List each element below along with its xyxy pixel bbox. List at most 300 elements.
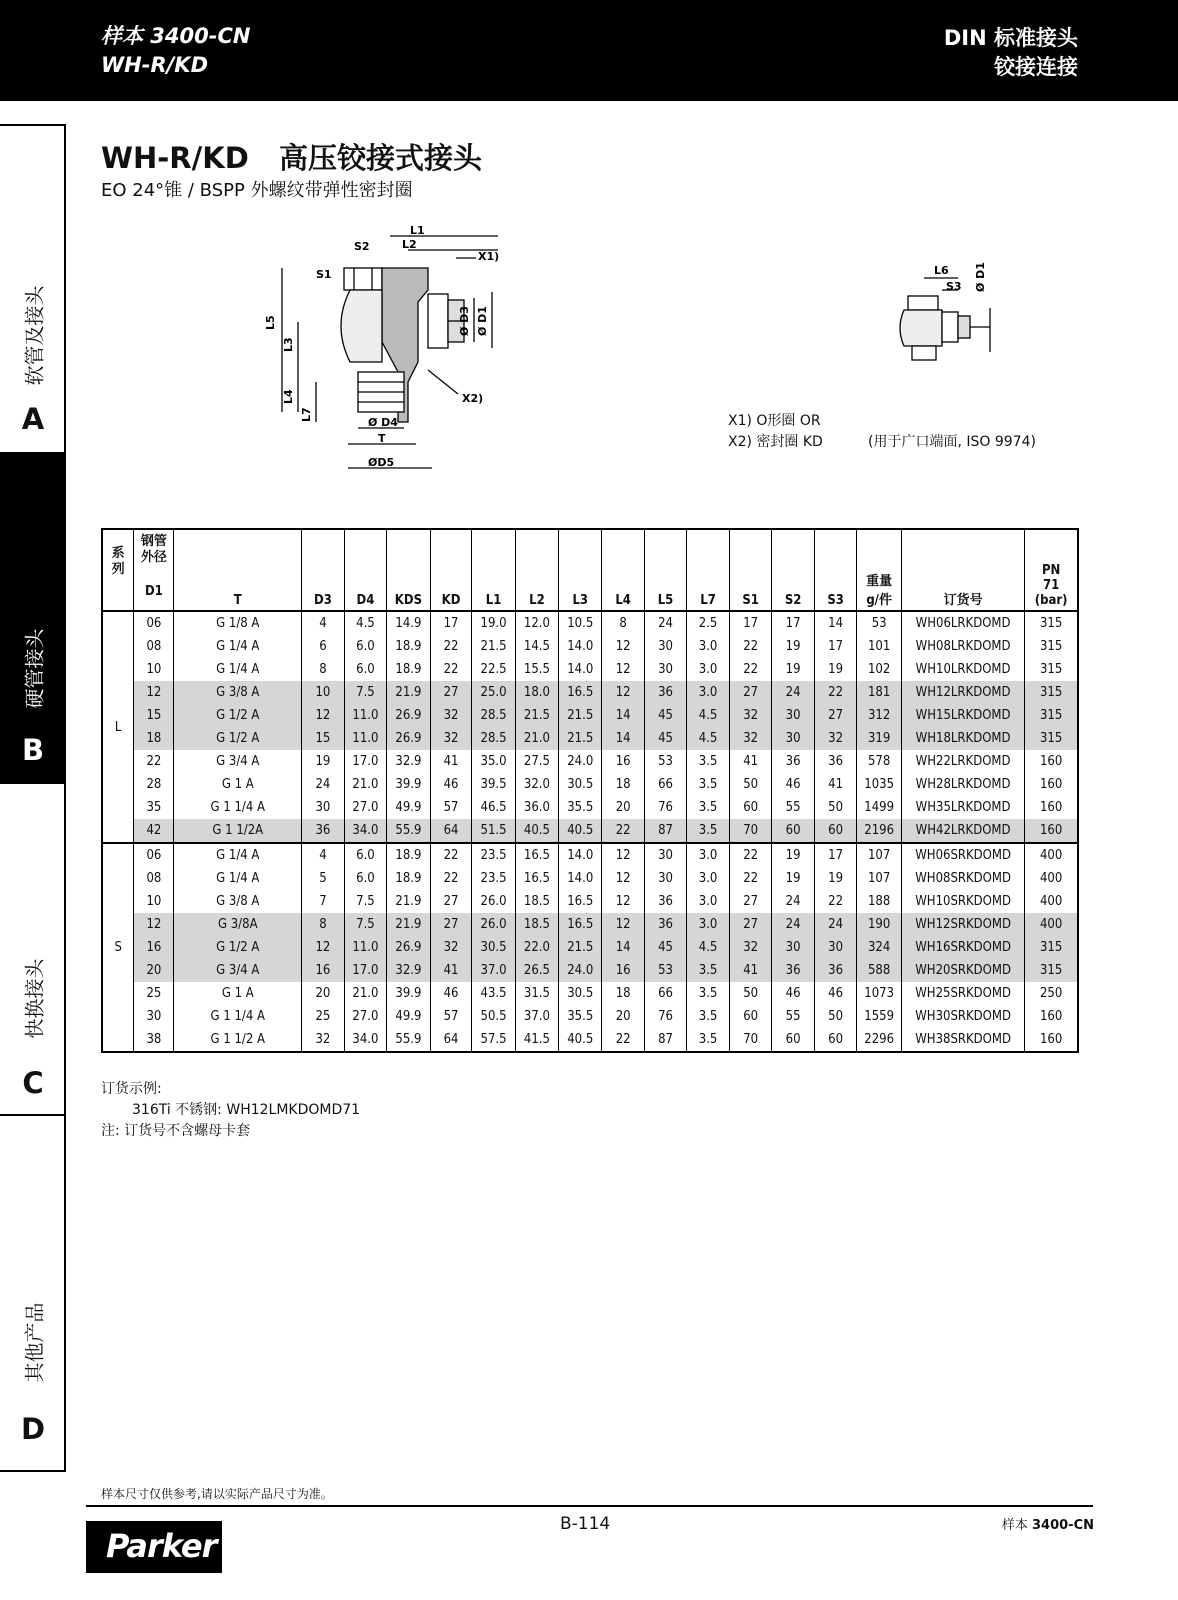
table-cell: 3.5 — [687, 773, 730, 796]
header-right — [944, 24, 1078, 82]
table-cell: 190 — [857, 913, 902, 936]
table-cell: 1035 — [857, 773, 902, 796]
table-cell: 35.5 — [559, 1005, 602, 1028]
table-cell: 36 — [772, 959, 814, 982]
table-cell: G 1/4 A — [174, 843, 302, 867]
footer-catalog — [1002, 1514, 1094, 1533]
table-cell: 57 — [430, 796, 472, 819]
col-S1: S1 — [729, 529, 771, 611]
note-x1: X1) O形圈 OR — [728, 413, 821, 429]
table-cell: 30 — [644, 658, 686, 681]
table-cell: 1559 — [857, 1005, 902, 1028]
table-cell: 2196 — [857, 819, 902, 843]
col-weight: 重量 g/件 — [857, 529, 902, 611]
table-cell: 12 — [302, 704, 345, 727]
table-cell: 46 — [430, 773, 472, 796]
table-cell: 41.5 — [515, 1028, 558, 1052]
table-cell: 64 — [430, 819, 472, 843]
table-cell: WH12SRKDOMD — [901, 913, 1024, 936]
table-cell: 39.9 — [387, 982, 430, 1005]
table-cell: 3.5 — [687, 1028, 730, 1052]
table-cell: 32 — [729, 704, 771, 727]
table-row — [102, 936, 1078, 959]
table-cell: 4.5 — [687, 936, 730, 959]
table-cell: 32 — [430, 704, 472, 727]
table-cell: G 1 A — [174, 773, 302, 796]
table-cell: 30 — [772, 936, 814, 959]
table-cell: 3.5 — [687, 819, 730, 843]
table-cell: 49.9 — [387, 796, 430, 819]
table-row — [102, 867, 1078, 890]
table-row — [102, 819, 1078, 843]
table-cell: WH06SRKDOMD — [901, 843, 1024, 867]
order-note: 注: 订货号不含螺母卡套 — [101, 1123, 251, 1139]
col-L7: L7 — [687, 529, 730, 611]
table-cell: WH42LRKDOMD — [901, 819, 1024, 843]
table-cell: WH12LRKDOMD — [901, 681, 1024, 704]
dim-D5: ØD5 — [368, 456, 395, 469]
col-L1: L1 — [472, 529, 515, 611]
table-cell: 27 — [430, 890, 472, 913]
table-row — [102, 611, 1078, 635]
table-cell: 36.0 — [515, 796, 558, 819]
table-cell: 32 — [430, 727, 472, 750]
table-cell: 26.9 — [387, 704, 430, 727]
table-cell: 53 — [644, 959, 686, 982]
seal-notes — [728, 411, 1036, 453]
table-cell: G 1/8 A — [174, 611, 302, 635]
sidebar-section-b[interactable] — [0, 452, 66, 784]
table-cell: 25 — [134, 982, 174, 1005]
table-cell: 10 — [302, 681, 345, 704]
table-cell: 400 — [1025, 843, 1078, 867]
table-cell: 4 — [302, 611, 345, 635]
col-order-code: 订货号 — [901, 529, 1024, 611]
table-cell: 250 — [1025, 982, 1078, 1005]
table-cell: 76 — [644, 796, 686, 819]
table-cell: 41 — [814, 773, 856, 796]
page-number: B-114 — [560, 1514, 611, 1534]
table-cell: 30.5 — [472, 936, 515, 959]
table-cell: 60 — [729, 1005, 771, 1028]
table-cell: G 3/8 A — [174, 890, 302, 913]
table-cell: 32.0 — [515, 773, 558, 796]
table-cell: 3.0 — [687, 635, 730, 658]
col-S2: S2 — [772, 529, 814, 611]
table-row — [102, 959, 1078, 982]
table-cell: 30 — [644, 635, 686, 658]
table-cell: 45 — [644, 936, 686, 959]
table-cell: 27 — [814, 704, 856, 727]
dim-L2: L2 — [402, 238, 417, 251]
table-cell: 10 — [134, 658, 174, 681]
table-cell: G 3/4 A — [174, 750, 302, 773]
table-cell: 6.0 — [344, 867, 386, 890]
sidebar-section-c[interactable] — [0, 782, 66, 1116]
table-cell: 55.9 — [387, 1028, 430, 1052]
sidebar-section-c-label: 快换接头 — [22, 958, 47, 1039]
table-cell: 45 — [644, 727, 686, 750]
table-cell: 16.5 — [515, 843, 558, 867]
table-cell: 21.0 — [344, 773, 386, 796]
table-cell: 27 — [430, 913, 472, 936]
series-l-group — [102, 611, 1078, 843]
table-cell: 22 — [814, 681, 856, 704]
note-iso: (用于广口端面, ISO 9974) — [868, 434, 1036, 450]
page-title: WH-R/KD 高压铰接式接头 — [101, 141, 483, 175]
table-cell: 87 — [644, 819, 686, 843]
col-T: T — [174, 529, 302, 611]
table-cell: 14 — [602, 727, 644, 750]
table-row — [102, 750, 1078, 773]
table-cell: 12 — [602, 635, 644, 658]
header-left — [101, 22, 250, 80]
table-cell: 55 — [772, 796, 814, 819]
table-cell: 46 — [814, 982, 856, 1005]
table-cell: 3.5 — [687, 750, 730, 773]
table-cell: G 3/8A — [174, 913, 302, 936]
table-cell: G 1/2 A — [174, 936, 302, 959]
callout-X2: X2) — [462, 392, 484, 405]
table-cell: 21.5 — [559, 727, 602, 750]
table-cell: 12 — [602, 890, 644, 913]
table-row — [102, 773, 1078, 796]
table-cell: 27.0 — [344, 796, 386, 819]
table-cell: 160 — [1025, 796, 1078, 819]
table-cell: 42 — [134, 819, 174, 843]
table-cell: 15.5 — [515, 658, 558, 681]
table-cell: 06 — [134, 611, 174, 635]
table-cell: 14 — [814, 611, 856, 635]
table-cell: 27.0 — [344, 1005, 386, 1028]
dim-L3: L3 — [282, 337, 295, 352]
table-cell: 2.5 — [687, 611, 730, 635]
table-cell: 107 — [857, 843, 902, 867]
table-cell: 35 — [134, 796, 174, 819]
table-cell: 22 — [729, 867, 771, 890]
table-cell: 40.5 — [559, 1028, 602, 1052]
table-cell: 11.0 — [344, 704, 386, 727]
table-cell: 46 — [430, 982, 472, 1005]
table-cell: 08 — [134, 867, 174, 890]
table-cell: 27 — [729, 913, 771, 936]
table-cell: WH08LRKDOMD — [901, 635, 1024, 658]
table-cell: 14.9 — [387, 611, 430, 635]
table-cell: 21.9 — [387, 890, 430, 913]
table-cell: 324 — [857, 936, 902, 959]
sidebar-section-a[interactable] — [0, 124, 66, 454]
table-cell: G 1/4 A — [174, 635, 302, 658]
table-cell: 30 — [772, 704, 814, 727]
table-cell: WH22LRKDOMD — [901, 750, 1024, 773]
table-cell: 53 — [857, 611, 902, 635]
table-cell: 18.0 — [515, 681, 558, 704]
table-cell: 4.5 — [687, 727, 730, 750]
table-cell: 60 — [772, 1028, 814, 1052]
table-cell: 11.0 — [344, 936, 386, 959]
table-cell: 12 — [134, 913, 174, 936]
dim-T: T — [378, 432, 386, 445]
table-row — [102, 796, 1078, 819]
table-row — [102, 1005, 1078, 1028]
table-cell: 41 — [430, 750, 472, 773]
table-cell: 19 — [814, 658, 856, 681]
table-cell: 30.5 — [559, 982, 602, 1005]
table-cell: 20 — [602, 796, 644, 819]
table-cell: 17 — [729, 611, 771, 635]
table-cell: 32 — [302, 1028, 345, 1052]
table-cell: 35.0 — [472, 750, 515, 773]
table-cell: 1499 — [857, 796, 902, 819]
table-cell: 87 — [644, 1028, 686, 1052]
table-cell: 76 — [644, 1005, 686, 1028]
table-cell: 22 — [430, 635, 472, 658]
table-cell: 21.5 — [515, 704, 558, 727]
sidebar-section-a-letter: A — [21, 402, 45, 436]
table-cell: WH06LRKDOMD — [901, 611, 1024, 635]
table-cell: 27 — [729, 681, 771, 704]
table-cell: 160 — [1025, 819, 1078, 843]
table-cell: 64 — [430, 1028, 472, 1052]
table-cell: 30.5 — [559, 773, 602, 796]
table-cell: 14.5 — [515, 635, 558, 658]
table-cell: 30 — [134, 1005, 174, 1028]
table-cell: 24 — [814, 913, 856, 936]
table-cell: 14.0 — [559, 867, 602, 890]
table-cell: 28.5 — [472, 727, 515, 750]
dim-D4: Ø D4 — [368, 416, 398, 429]
table-cell: 21.5 — [472, 635, 515, 658]
table-cell: WH08SRKDOMD — [901, 867, 1024, 890]
table-cell: 102 — [857, 658, 902, 681]
footer-rule — [86, 1505, 1093, 1507]
table-cell: 7.5 — [344, 890, 386, 913]
table-cell: 27.5 — [515, 750, 558, 773]
table-cell: 49.9 — [387, 1005, 430, 1028]
table-cell: 1073 — [857, 982, 902, 1005]
table-cell: 16.5 — [559, 890, 602, 913]
table-cell: 12 — [602, 867, 644, 890]
table-cell: 37.0 — [472, 959, 515, 982]
table-row — [102, 635, 1078, 658]
table-cell: 10.5 — [559, 611, 602, 635]
page-subtitle: EO 24°锥 / BSPP 外螺纹带弹性密封圈 — [101, 180, 413, 201]
table-cell: 30 — [302, 796, 345, 819]
category-title: DIN 标准接头 — [943, 26, 1078, 50]
table-cell: 400 — [1025, 890, 1078, 913]
table-cell: 160 — [1025, 1028, 1078, 1052]
table-cell: WH35LRKDOMD — [901, 796, 1024, 819]
table-cell: 5 — [302, 867, 345, 890]
parker-logo — [86, 1521, 222, 1573]
col-L5: L5 — [644, 529, 686, 611]
table-cell: 315 — [1025, 727, 1078, 750]
table-cell: 19 — [772, 867, 814, 890]
table-cell: 18 — [602, 773, 644, 796]
table-cell: 57 — [430, 1005, 472, 1028]
table-cell: 10 — [134, 890, 174, 913]
table-cell: 60 — [772, 819, 814, 843]
table-cell: 4.5 — [344, 611, 386, 635]
table-cell: 19 — [772, 635, 814, 658]
dim-D1-small: Ø D1 — [974, 262, 987, 292]
table-cell: 24.0 — [559, 750, 602, 773]
sidebar-section-d[interactable] — [0, 1114, 66, 1472]
dim-D3: Ø D3 — [458, 306, 471, 336]
table-cell: 12 — [134, 681, 174, 704]
table-cell: 38 — [134, 1028, 174, 1052]
col-S3: S3 — [814, 529, 856, 611]
table-cell: 22 — [430, 658, 472, 681]
table-cell: 60 — [729, 796, 771, 819]
table-cell: 16.5 — [559, 681, 602, 704]
table-cell: 24.0 — [559, 959, 602, 982]
dim-L5: L5 — [264, 315, 277, 330]
table-cell: 32 — [814, 727, 856, 750]
table-cell: 46 — [772, 773, 814, 796]
series-cell: S — [102, 843, 134, 1052]
sidebar-section-a-label: 软管及接头 — [22, 285, 47, 386]
col-KDS: KDS — [387, 529, 430, 611]
table-cell: 6.0 — [344, 635, 386, 658]
dim-S3: S3 — [946, 280, 962, 293]
table-cell: 18.9 — [387, 867, 430, 890]
table-cell: 22.0 — [515, 936, 558, 959]
table-cell: 30 — [644, 867, 686, 890]
table-cell: 588 — [857, 959, 902, 982]
table-cell: 7 — [302, 890, 345, 913]
sidebar-section-c-letter: C — [22, 1066, 44, 1100]
table-cell: 7.5 — [344, 913, 386, 936]
table-cell: 312 — [857, 704, 902, 727]
fitting-section-drawing — [264, 222, 528, 484]
table-cell: 107 — [857, 867, 902, 890]
table-cell: 3.5 — [687, 796, 730, 819]
table-cell: G 1 A — [174, 982, 302, 1005]
table-cell: 3.0 — [687, 867, 730, 890]
order-example-label: 订货示例: — [101, 1081, 162, 1097]
col-KD: KD — [430, 529, 472, 611]
table-cell: 27 — [729, 890, 771, 913]
table-cell: 32.9 — [387, 750, 430, 773]
table-cell: 3.0 — [687, 658, 730, 681]
table-cell: WH16SRKDOMD — [901, 936, 1024, 959]
sidebar-section-b-label: 硬管接头 — [22, 628, 47, 709]
table-cell: 6.0 — [344, 658, 386, 681]
sidebar-section-b-letter: B — [21, 733, 45, 767]
table-cell: 36 — [302, 819, 345, 843]
table-cell: 27 — [430, 681, 472, 704]
table-cell: 21.5 — [559, 704, 602, 727]
table-cell: WH30SRKDOMD — [901, 1005, 1024, 1028]
table-cell: 41 — [729, 959, 771, 982]
dim-L4: L4 — [282, 389, 295, 404]
table-cell: G 1 1/4 A — [174, 796, 302, 819]
table-cell: 19 — [772, 658, 814, 681]
table-cell: 23.5 — [472, 843, 515, 867]
table-cell: 11.0 — [344, 727, 386, 750]
table-cell: 14.0 — [559, 658, 602, 681]
table-cell: 319 — [857, 727, 902, 750]
table-cell: WH20SRKDOMD — [901, 959, 1024, 982]
table-cell: 188 — [857, 890, 902, 913]
table-cell: G 1/2 A — [174, 727, 302, 750]
table-cell: 3.5 — [687, 1005, 730, 1028]
table-cell: 15 — [134, 704, 174, 727]
table-cell: 22 — [430, 843, 472, 867]
table-cell: 8 — [302, 658, 345, 681]
table-cell: 160 — [1025, 1005, 1078, 1028]
table-cell: 36 — [644, 681, 686, 704]
table-cell: 315 — [1025, 635, 1078, 658]
page-header — [0, 0, 1178, 101]
table-cell: G 1 1/2 A — [174, 1028, 302, 1052]
table-cell: 8 — [602, 611, 644, 635]
section-sidebar — [0, 124, 68, 1472]
sidebar-section-d-letter: D — [20, 1412, 46, 1446]
table-cell: 12 — [602, 658, 644, 681]
table-cell: G 1/4 A — [174, 658, 302, 681]
table-cell: 35.5 — [559, 796, 602, 819]
table-cell: 32.9 — [387, 959, 430, 982]
product-code: WH-R/KD — [101, 53, 208, 77]
table-cell: 36 — [644, 890, 686, 913]
table-cell: 22.5 — [472, 658, 515, 681]
table-cell: 50.5 — [472, 1005, 515, 1028]
table-cell: 4.5 — [687, 704, 730, 727]
table-cell: 18.9 — [387, 635, 430, 658]
table-cell: 315 — [1025, 681, 1078, 704]
table-cell: 24 — [772, 681, 814, 704]
footer-catalog-code: 3400-CN — [1032, 1518, 1094, 1533]
table-cell: 21.5 — [559, 936, 602, 959]
table-cell: 20 — [602, 1005, 644, 1028]
table-cell: 06 — [134, 843, 174, 867]
table-cell: 6 — [302, 635, 345, 658]
table-cell: 70 — [729, 819, 771, 843]
catalog-title: 样本 3400-CN — [101, 24, 251, 48]
footnotes — [101, 1079, 360, 1142]
table-cell: 23.5 — [472, 867, 515, 890]
table-cell: 16 — [602, 750, 644, 773]
table-cell: G 3/4 A — [174, 959, 302, 982]
table-cell: 8 — [302, 913, 345, 936]
table-cell: G 1 1/2A — [174, 819, 302, 843]
table-cell: 25.0 — [472, 681, 515, 704]
table-cell: 46 — [772, 982, 814, 1005]
table-cell: 26.9 — [387, 936, 430, 959]
col-D3: D3 — [302, 529, 345, 611]
table-cell: 66 — [644, 773, 686, 796]
col-D4: D4 — [344, 529, 386, 611]
table-cell: 16 — [602, 959, 644, 982]
table-cell: 160 — [1025, 750, 1078, 773]
table-cell: 17.0 — [344, 959, 386, 982]
table-cell: 3.0 — [687, 681, 730, 704]
table-cell: 36 — [814, 750, 856, 773]
table-cell: 16.5 — [515, 867, 558, 890]
table-cell: 315 — [1025, 959, 1078, 982]
table-cell: 36 — [772, 750, 814, 773]
table-cell: 17.0 — [344, 750, 386, 773]
table-cell: 40.5 — [515, 819, 558, 843]
table-cell: 3.0 — [687, 913, 730, 936]
table-cell: 50 — [814, 1005, 856, 1028]
top-nut-shape — [344, 268, 382, 290]
table-cell: 22 — [729, 635, 771, 658]
table-cell: WH10SRKDOMD — [901, 890, 1024, 913]
table-cell: 60 — [814, 819, 856, 843]
